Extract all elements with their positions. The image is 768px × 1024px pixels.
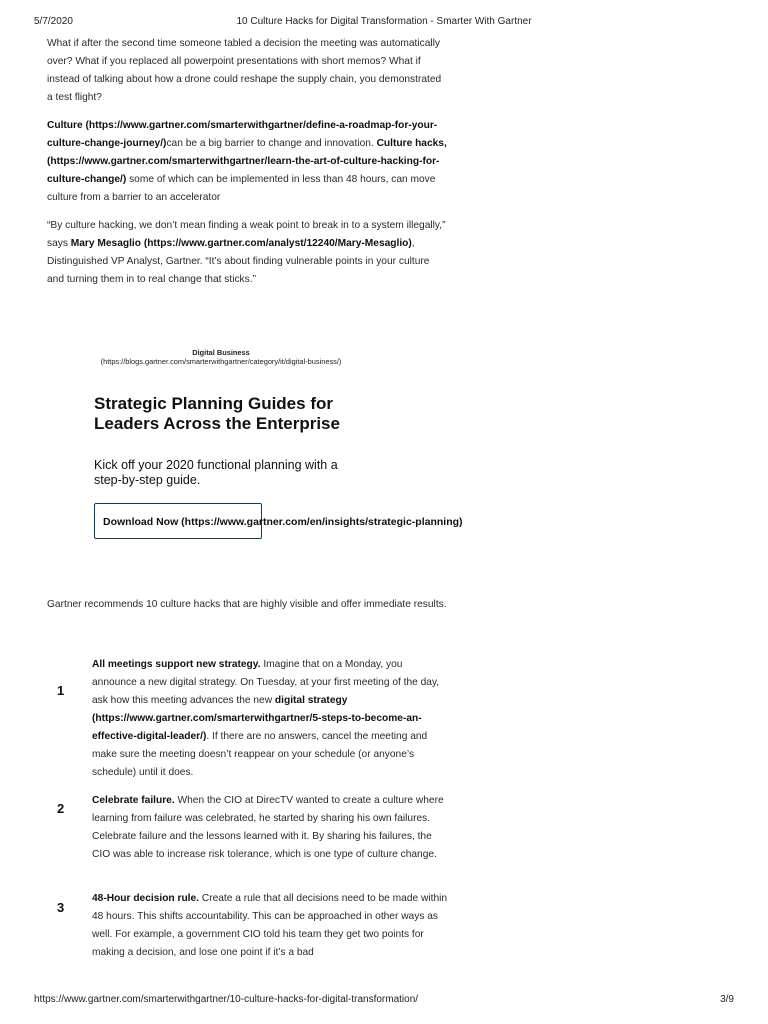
text: . If there are no answers, cancel the meeting and make sure the meeting doesn’t reappear on your schedule (or anyone’s schedule) until it does.: [92, 731, 428, 778]
promo-title: Strategic Planning Guides for Leaders Across the Enterprise: [94, 394, 340, 433]
culture-hacks-link[interactable]: Culture hacks, (https://www.gartner.com/smarterwithgartner/learn-the-art-of-culture-hacking-for-culture-change/): [47, 138, 447, 185]
text: Create a rule that all decisions need to be made within 48 hours. This shifts accountability. This can be approached in other ways as well. For example, a government CIO told his team they get two points for making a decision, and lose one point if it’s a bad: [92, 893, 448, 958]
page-number: 3/9: [720, 994, 734, 1005]
category-url: (https://blogs.gartner.com/smarterwithgartner/category/it/digital-business/): [100, 357, 342, 366]
print-date: 5/7/2020: [34, 16, 73, 27]
text: can be a big barrier to change and innovation.: [166, 138, 374, 149]
category-label: Digital Business: [192, 348, 250, 357]
item-number: 2: [57, 801, 65, 816]
recommend-paragraph: Gartner recommends 10 culture hacks that are highly visible and offer immediate results.: [47, 599, 447, 610]
list-item: [92, 792, 448, 864]
text: Imagine that on a Monday, you announce a new digital strategy. On Tuesday, at your first meeting of the day, ask how this meeting advances the new: [92, 659, 440, 706]
print-url: https://www.gartner.com/smarterwithgartner/10-culture-hacks-for-digital-transformation/: [34, 994, 419, 1005]
print-title: 10 Culture Hacks for Digital Transformation - Smarter With Gartner: [236, 16, 532, 27]
list-item: [92, 890, 448, 962]
item-number: 1: [57, 683, 65, 698]
item-number: 3: [57, 900, 65, 915]
intro-paragraph-1: What if after the second time someone tabled a decision the meeting was automatically over? What if you replaced all powerpoint presentations with short memos? What if instead of talking about how a drone could reshape the supply chain, you demonstrated a test flight?: [47, 38, 442, 103]
item-heading: Celebrate failure.: [92, 795, 175, 806]
text: When the CIO at DirecTV wanted to create a culture where learning from failure was celebrated, he started by sharing his own failures. Celebrate failure and the lessons learned with it. By sharing his failures, the CIO was able to increase risk tolerance, which is one type of culture change.: [92, 795, 444, 860]
intro-paragraph-2: [47, 117, 447, 207]
mary-mesaglio-link[interactable]: Mary Mesaglio (https://www.gartner.com/analyst/12240/Mary-Mesaglio): [70, 238, 412, 249]
promo-subtitle: Kick off your 2020 functional planning with a step-by-step guide.: [94, 458, 338, 487]
intro-paragraph-3: [47, 217, 447, 289]
item-heading: 48-Hour decision rule.: [92, 893, 199, 904]
item-heading: All meetings support new strategy.: [92, 659, 261, 670]
category-tag[interactable]: [95, 348, 347, 366]
text: some of which can be implemented in less than 48 hours, can move culture from a barrier to an accelerator: [47, 174, 436, 203]
list-item: [92, 656, 448, 782]
digital-strategy-link[interactable]: digital strategy (https://www.gartner.com/smarterwithgartner/5-steps-to-become-an-effective-digital-leader/): [92, 695, 422, 742]
culture-link[interactable]: Culture (https://www.gartner.com/smarterwithgartner/define-a-roadmap-for-your-culture-change-journey/): [47, 120, 438, 149]
download-button-label[interactable]: Download Now (https://www.gartner.com/en/insights/strategic-planning): [103, 516, 463, 528]
text: “By culture hacking, we don’t mean finding a weak point to break in to a system illegally,” says: [47, 220, 446, 249]
text: , Distinguished VP Analyst, Gartner. “It’s about finding vulnerable points in your culture and turning them in to real change that sticks.”: [47, 238, 430, 285]
